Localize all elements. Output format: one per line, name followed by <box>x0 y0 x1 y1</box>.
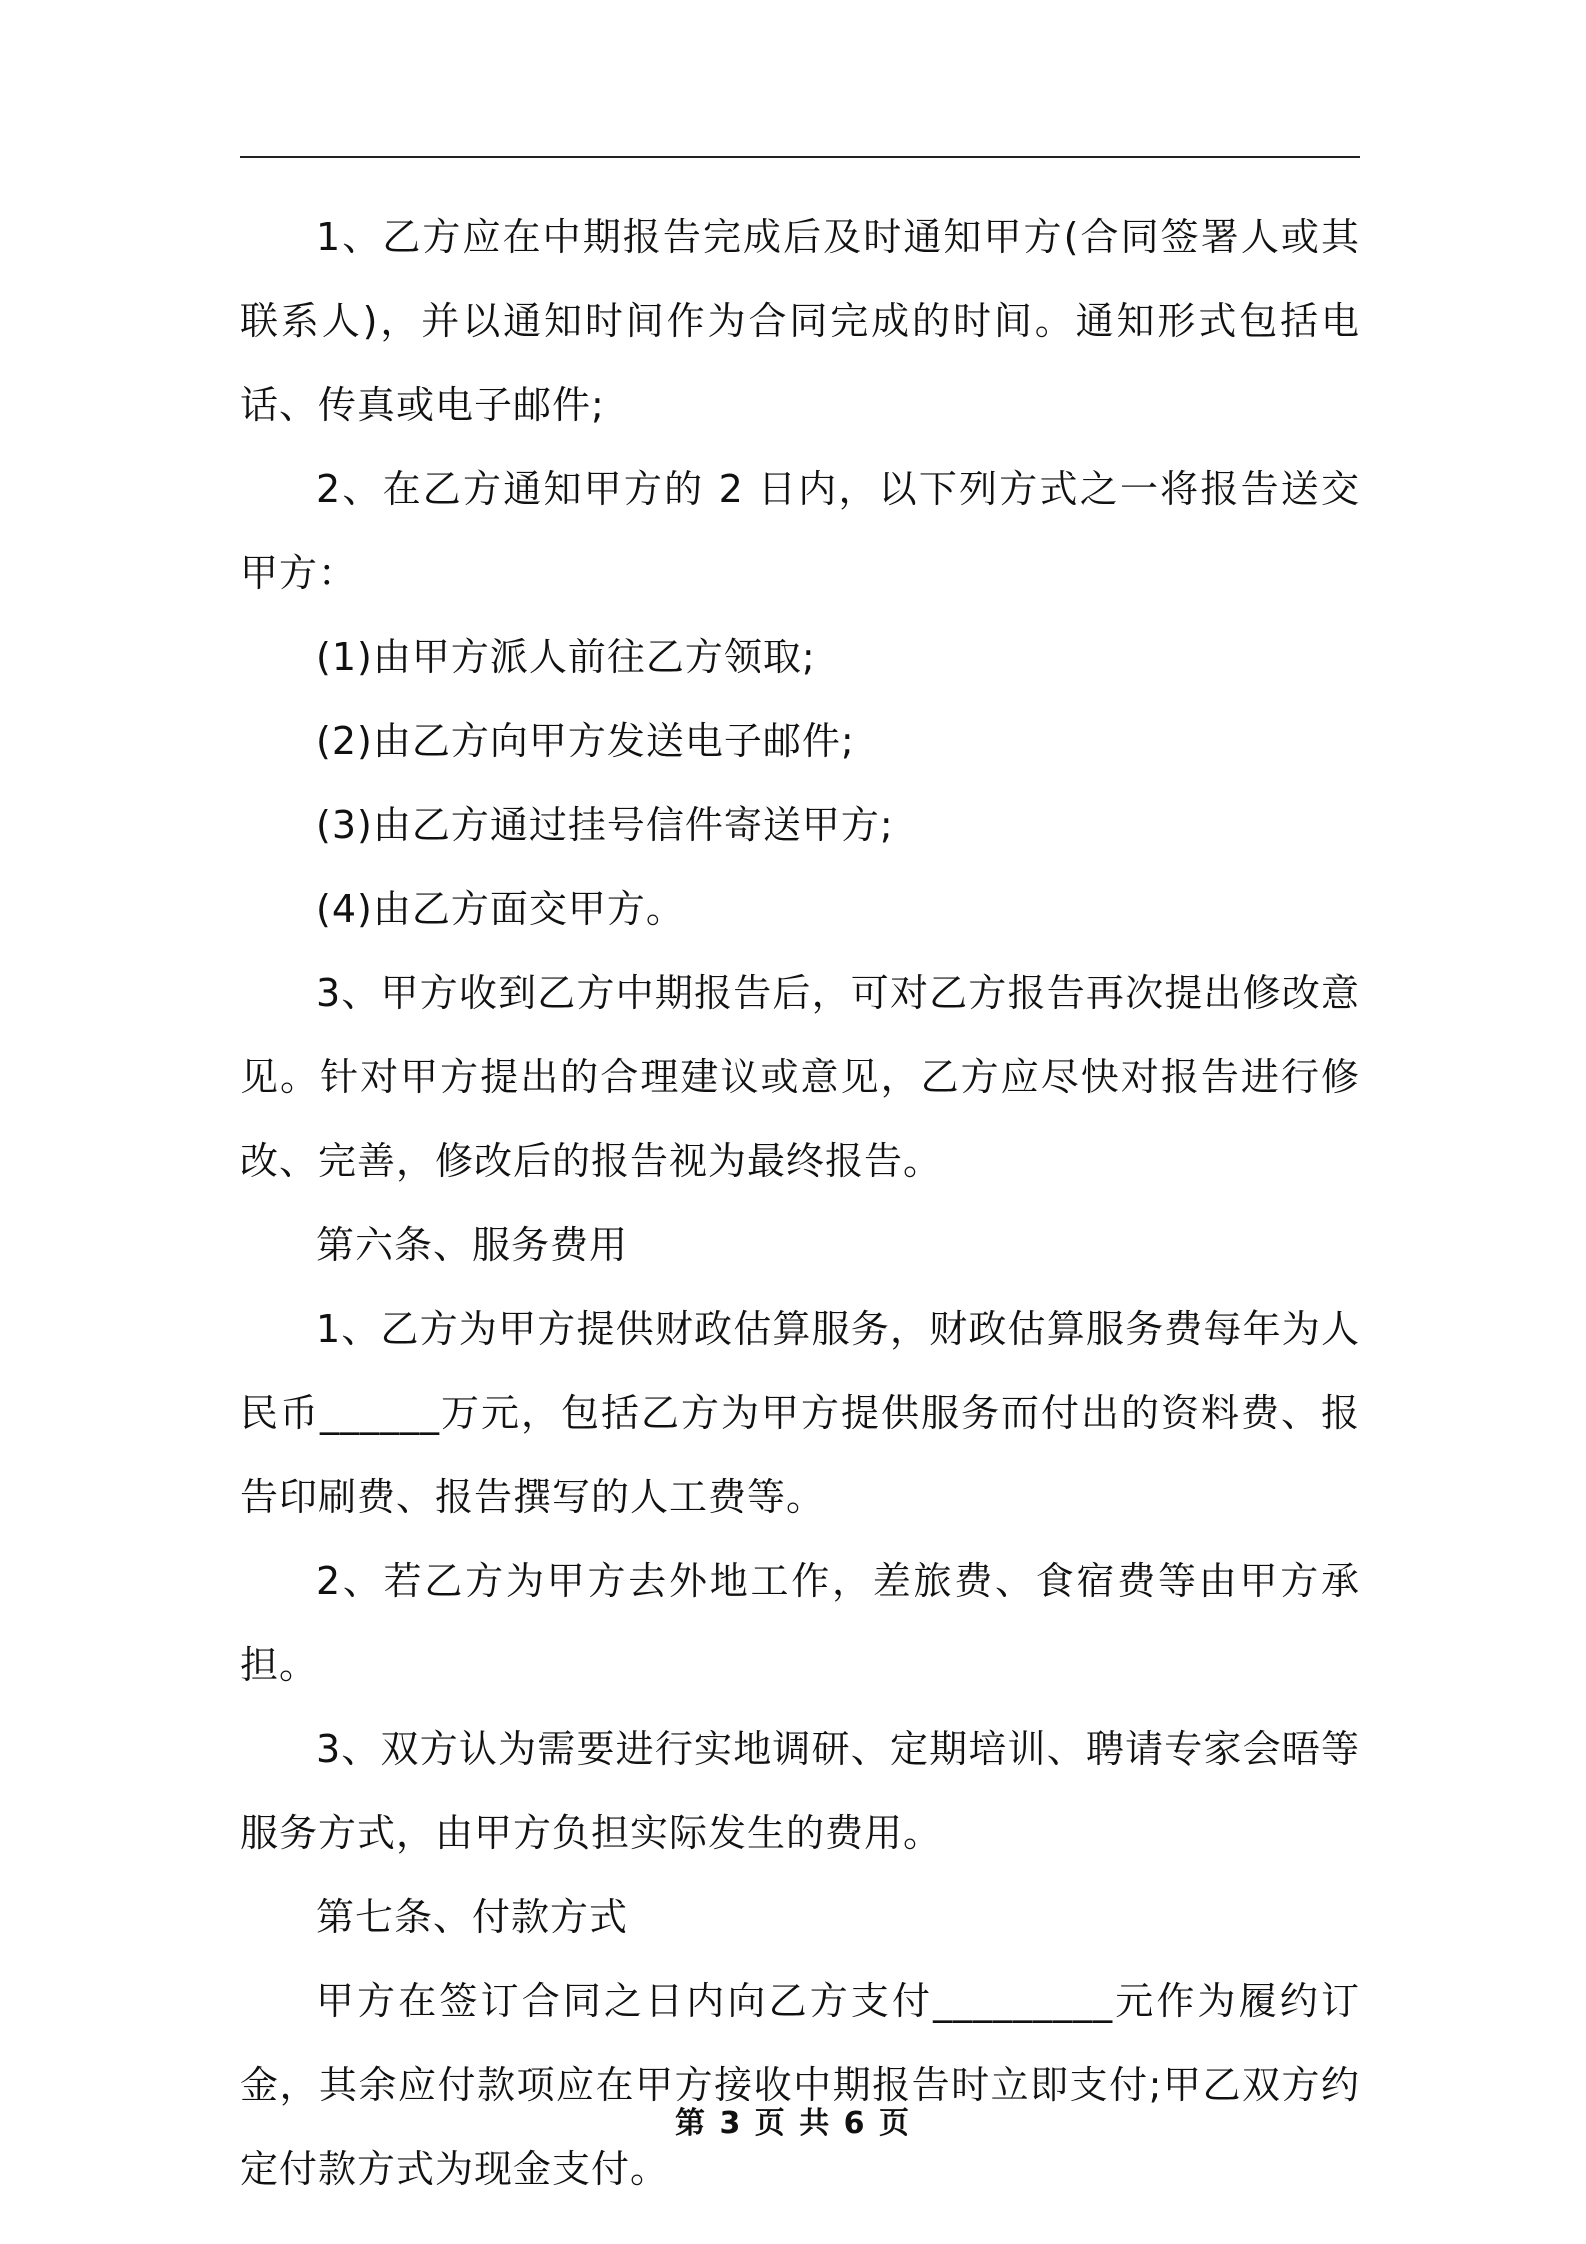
document-body <box>240 195 1360 2211</box>
section-heading-payment: 第七条、付款方式 <box>316 1895 629 1939</box>
delivery-option-3: (3)由乙方通过挂号信件寄送甲方; <box>316 803 894 847</box>
delivery-option-2: (2)由乙方向甲方发送电子邮件; <box>316 719 855 763</box>
paragraph-fee-amount: 1、乙方为甲方提供财政估算服务，财政估算服务费每年为人民币______万元，包括乙方为甲方提供服务而付出的资料费、报告印刷费、报告撰写的人工费等。 <box>240 1307 1360 1519</box>
delivery-option-1: (1)由甲方派人前往乙方领取; <box>316 635 816 679</box>
paragraph-extra-services: 3、双方认为需要进行实地调研、定期培训、聘请专家会晤等服务方式，由甲方负担实际发生的费用。 <box>240 1727 1360 1855</box>
paragraph-revision: 3、甲方收到乙方中期报告后，可对乙方报告再次提出修改意见。针对甲方提出的合理建议或意见，乙方应尽快对报告进行修改、完善，修改后的报告视为最终报告。 <box>240 971 1360 1183</box>
section-heading-fees: 第六条、服务费用 <box>316 1223 629 1267</box>
header-rule <box>240 156 1360 158</box>
paragraph-delivery-intro: 2、在乙方通知甲方的 2 日内，以下列方式之一将报告送交甲方： <box>240 467 1360 595</box>
paragraph-travel-costs: 2、若乙方为甲方去外地工作，差旅费、食宿费等由甲方承担。 <box>240 1559 1360 1687</box>
page-number: 第 3 页 共 6 页 <box>675 2106 911 2141</box>
delivery-option-4: (4)由乙方面交甲方。 <box>316 887 685 931</box>
paragraph-notify: 1、乙方应在中期报告完成后及时通知甲方(合同签署人或其联系人)，并以通知时间作为合同完成的时间。通知形式包括电话、传真或电子邮件; <box>240 215 1360 427</box>
paragraph-payment-method: 甲方在签订合同之日内向乙方支付_________元作为履约订金，其余应付款项应在甲方接收中期报告时立即支付;甲乙双方约定付款方式为现金支付。 <box>240 1979 1360 2191</box>
